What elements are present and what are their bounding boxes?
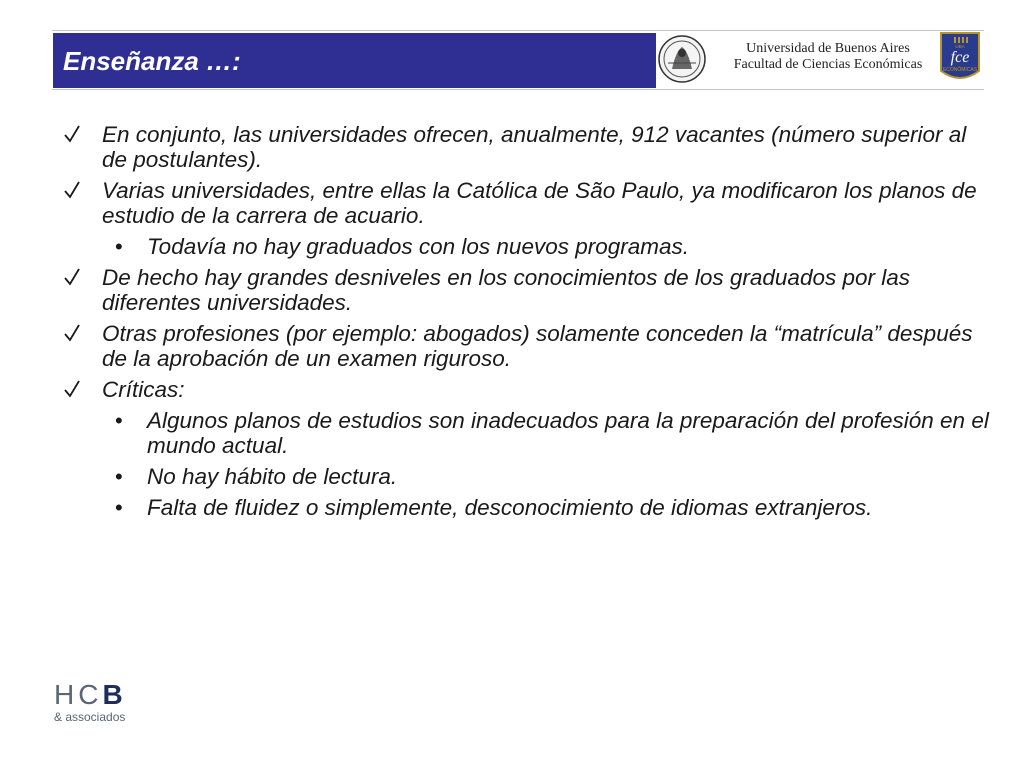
dot-bullet-icon: • [115, 464, 123, 489]
checkmark-icon [62, 321, 82, 345]
fce-logo-subtext: ECONÓMICAS [942, 67, 978, 73]
sub-bullet-text: Falta de fluidez o simplemente, desconocimiento de idiomas extranjeros. [147, 495, 873, 520]
hcb-logo-hc: HC [54, 679, 103, 710]
header-bottom-rule [52, 89, 984, 90]
bullet-text: Críticas: [102, 377, 185, 402]
fce-logo-text: fce [950, 49, 970, 66]
bullet-item [60, 265, 990, 315]
header-top-rule [52, 30, 984, 31]
university-name [723, 41, 933, 73]
bullet-text: De hecho hay grandes desniveles en los conocimientos de los graduados por las diferentes universidades. [102, 265, 911, 315]
dot-bullet-icon: • [115, 495, 123, 520]
sub-bullet-text: Todavía no hay graduados con los nuevos programas. [147, 234, 690, 259]
hcb-logo-subtitle: & associados [54, 710, 126, 724]
checkmark-icon [62, 178, 82, 202]
bullet-list [60, 122, 990, 526]
sub-bullet-item [60, 464, 990, 489]
bullet-item [60, 122, 990, 172]
bullet-item [60, 178, 990, 228]
slide-title: Enseñanza …: [63, 45, 241, 76]
bullet-text: En conjunto, las universidades ofrecen, anualmente, 912 vacantes (número superior al de postulantes). [102, 122, 967, 172]
sub-bullet-item [60, 408, 990, 458]
bullet-item [60, 321, 990, 371]
university-name-line1: Universidad de Buenos Aires [746, 41, 910, 56]
checkmark-icon [62, 122, 82, 146]
bullet-text: Varias universidades, entre ellas la Católica de São Paulo, ya modificaron los planos de estudio de la carrera de acuario. [102, 178, 977, 228]
dot-bullet-icon: • [115, 408, 123, 433]
sub-bullet-item [60, 495, 990, 520]
fce-logo-icon [939, 31, 981, 85]
checkmark-icon [62, 265, 82, 289]
checkmark-icon [62, 377, 82, 401]
university-name-line2: Facultad de Ciencias Económicas [733, 57, 923, 72]
sub-bullet-item [60, 234, 990, 259]
title-bar [53, 33, 656, 88]
hcb-logo [54, 680, 125, 724]
sub-bullet-text: Algunos planos de estudios son inadecuados para la preparación del profesión en el mundo actual. [147, 408, 989, 458]
hcb-logo-b: B [102, 679, 123, 710]
bullet-text: Otras profesiones (por ejemplo: abogados) solamente conceden la “matrícula” después de la aprobación de un examen riguroso. [102, 321, 973, 371]
sub-bullet-text: No hay hábito de lectura. [147, 464, 398, 489]
dot-bullet-icon: • [115, 234, 123, 259]
bullet-item [60, 377, 990, 402]
uba-seal-icon [658, 33, 706, 85]
hcb-logo-letters [54, 680, 125, 710]
fce-logo-top: UBA [955, 44, 965, 49]
